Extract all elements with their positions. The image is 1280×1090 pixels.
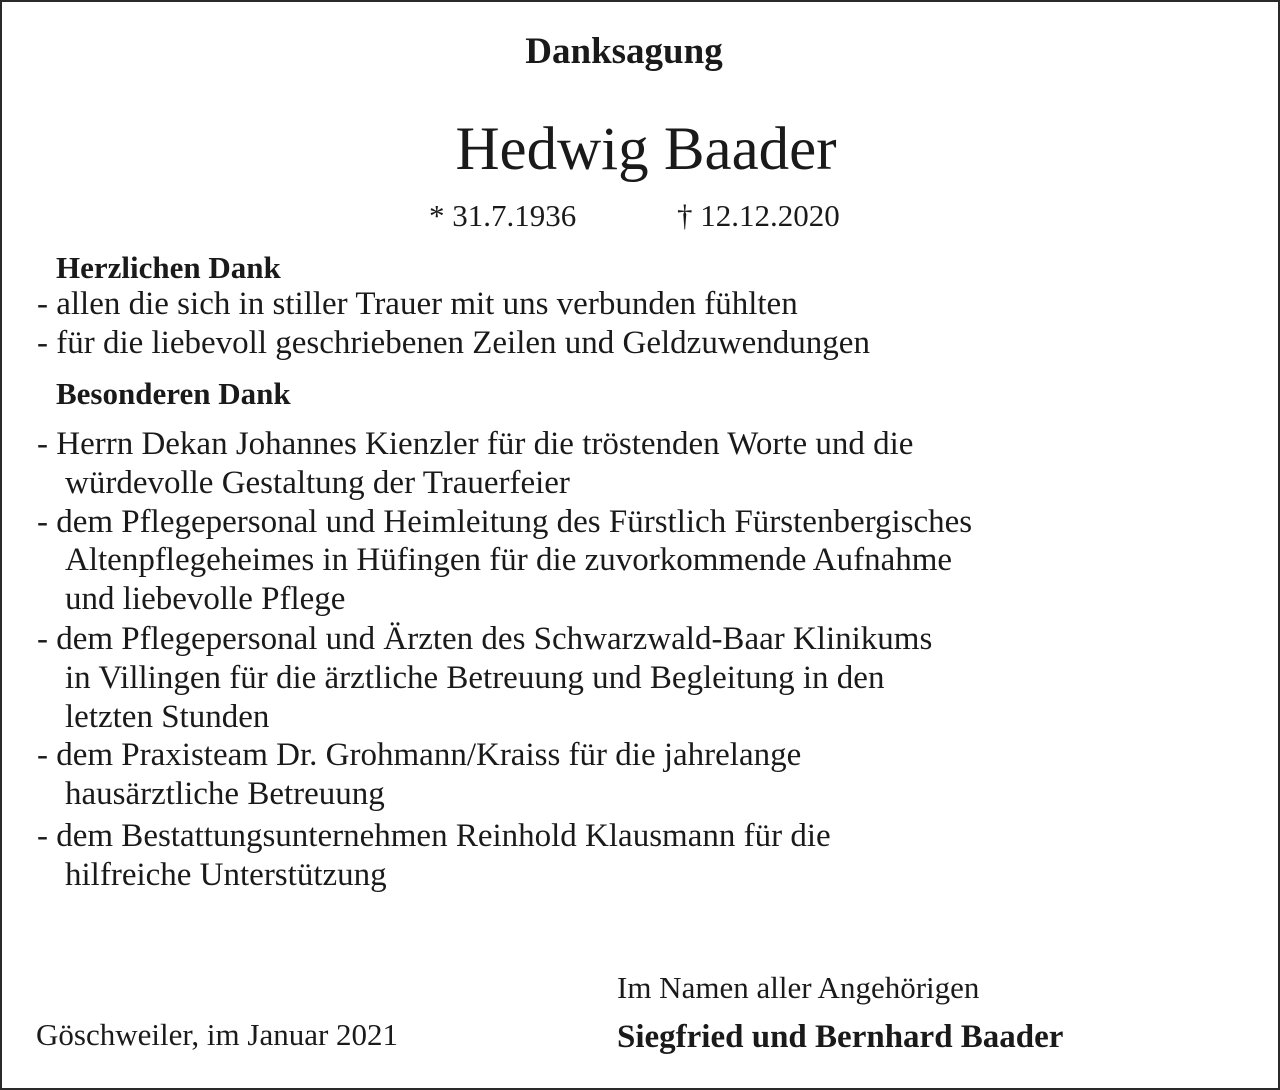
list-item-continuation: in Villingen für die ärztliche Betreuung und Begleitung in den — [65, 660, 885, 696]
notice-heading: Danksagung — [525, 31, 723, 72]
death-date: † 12.12.2020 — [677, 198, 840, 233]
list-item-continuation: würdevolle Gestaltung der Trauerfeier — [65, 465, 570, 501]
list-item: - für die liebevoll geschriebenen Zeilen und Geldzuwendungen — [37, 325, 870, 361]
section-title-herzlich: Herzlichen Dank — [56, 250, 281, 285]
list-item-continuation: Altenpflegeheimes in Hüfingen für die zuvorkommende Aufnahme — [65, 542, 953, 578]
list-item: - dem Pflegepersonal und Ärzten des Schwarzwald-Baar Klinikums — [37, 621, 933, 657]
list-item: - dem Bestattungsunternehmen Reinhold Klausmann für die — [37, 818, 831, 854]
list-item: - dem Pflegepersonal und Heimleitung des Fürstlich Fürstenbergisches — [37, 504, 973, 540]
list-item-continuation: und liebevolle Pflege — [65, 581, 346, 617]
signature-intro: Im Namen aller Angehörigen — [617, 970, 980, 1005]
section-title-besonders: Besonderen Dank — [56, 376, 291, 411]
list-item-continuation: hausärztliche Betreuung — [65, 776, 385, 812]
deceased-name: Hedwig Baader — [455, 116, 837, 183]
list-item-continuation: letzten Stunden — [65, 699, 270, 735]
list-item: - Herrn Dekan Johannes Kienzler für die tröstenden Worte und die — [37, 426, 914, 462]
list-item-continuation: hilfreiche Unterstützung — [65, 857, 387, 893]
list-item: - allen die sich in stiller Trauer mit uns verbunden fühlten — [37, 286, 798, 322]
place-date: Göschweiler, im Januar 2021 — [36, 1017, 399, 1052]
birth-date: * 31.7.1936 — [429, 198, 577, 233]
list-item: - dem Praxisteam Dr. Grohmann/Kraiss für die jahrelange — [37, 737, 802, 773]
signature-names: Siegfried und Bernhard Baader — [617, 1019, 1064, 1055]
